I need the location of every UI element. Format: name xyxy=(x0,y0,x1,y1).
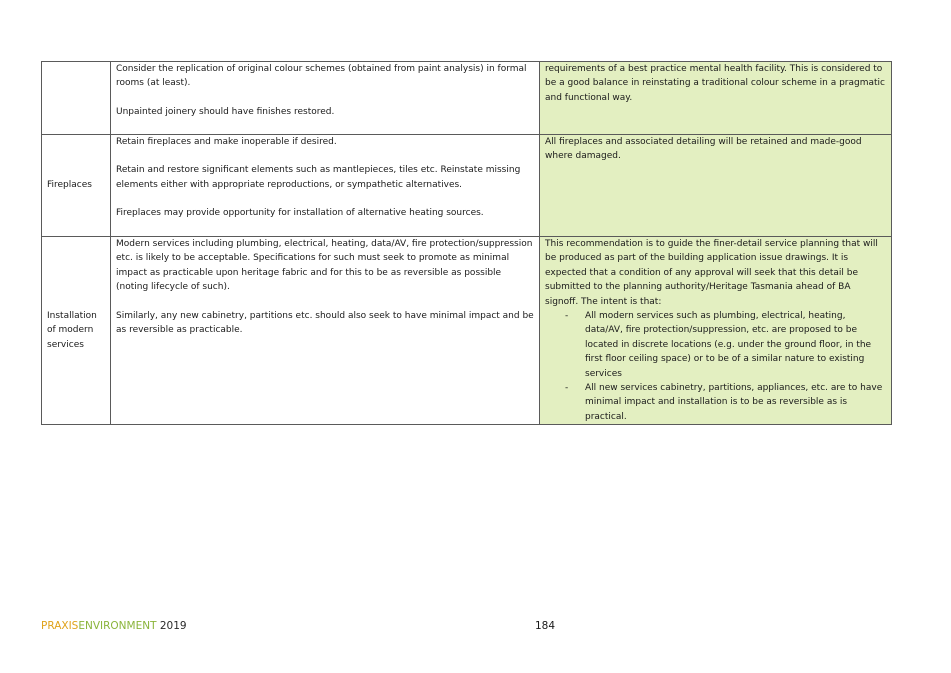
footer-brand xyxy=(41,620,187,632)
brand-praxis: PRAXIS xyxy=(41,620,79,632)
brand-environment: ENVIRONMENT xyxy=(78,620,157,632)
page-number: 184 xyxy=(535,620,556,632)
response-list-item: - All new services cabinetry, partitions, appliances, etc. are to have minimal impact and installation is to be as reversible as is practical. xyxy=(585,381,886,424)
policy-paragraph: Fireplaces may provide opportunity for installation of alternative heating sources. xyxy=(116,208,484,219)
response-list-item: - All modern services such as plumbing, electrical, heating, data/AV, fire protection/suppression, etc. are proposed to be located in discrete locations (e.g. under the ground floor, in the first floor ceiling space) or to be of a similar nature to existing services xyxy=(585,309,886,381)
response-list xyxy=(545,309,886,424)
element-cell: Fireplaces xyxy=(42,135,111,237)
response-paragraph: All fireplaces and associated detailing will be retained and made-good where damaged. xyxy=(545,137,862,162)
heritage-policy-table xyxy=(41,61,892,425)
response-cell xyxy=(540,237,892,425)
response-paragraph: This recommendation is to guide the finer-detail service planning that will be produced as part of the building application issue drawings. It is expected that a condition of any approval will seek that this detail be submitted to the planning authority/Heritage Tasmania ahead of BA signoff. The intent is that: xyxy=(545,239,878,307)
policy-paragraph: Retain fireplaces and make inoperable if desired. xyxy=(116,137,337,147)
table-row xyxy=(42,237,892,425)
footer-year: 2019 xyxy=(159,620,187,632)
policy-paragraph: Unpainted joinery should have finishes restored. xyxy=(116,106,335,117)
response-paragraph: requirements of a best practice mental health facility. This is considered to be a good balance in reinstating a traditional colour scheme in a pragmatic and functional way. xyxy=(545,64,885,103)
policy-paragraph: Retain and restore significant elements such as mantlepieces, tiles etc. Reinstate missing elements either with appropriate reproductions, or sympathetic alternatives. xyxy=(116,165,521,190)
table-row xyxy=(42,62,892,135)
policy-paragraph: Similarly, any new cabinetry, partitions etc. should also seek to have minimal impact and be as reversible as practicable. xyxy=(116,310,534,336)
policy-cell xyxy=(111,62,540,135)
table-row xyxy=(42,135,892,237)
element-cell xyxy=(42,62,111,135)
response-cell xyxy=(540,62,892,135)
response-cell xyxy=(540,135,892,237)
element-cell: Installation of modern services xyxy=(42,237,111,425)
policy-cell xyxy=(111,237,540,425)
policy-cell xyxy=(111,135,540,237)
policy-paragraph: Consider the replication of original colour schemes (obtained from paint analysis) in formal rooms (at least). xyxy=(116,64,527,89)
policy-paragraph: Modern services including plumbing, electrical, heating, data/AV, fire protection/suppression etc. is likely to be acceptable. Specifications for such must seek to promote as minimal impact as practicable upon heritage fabric and for this to be as reversible as possible (noting lifecycle of such). xyxy=(116,239,533,293)
